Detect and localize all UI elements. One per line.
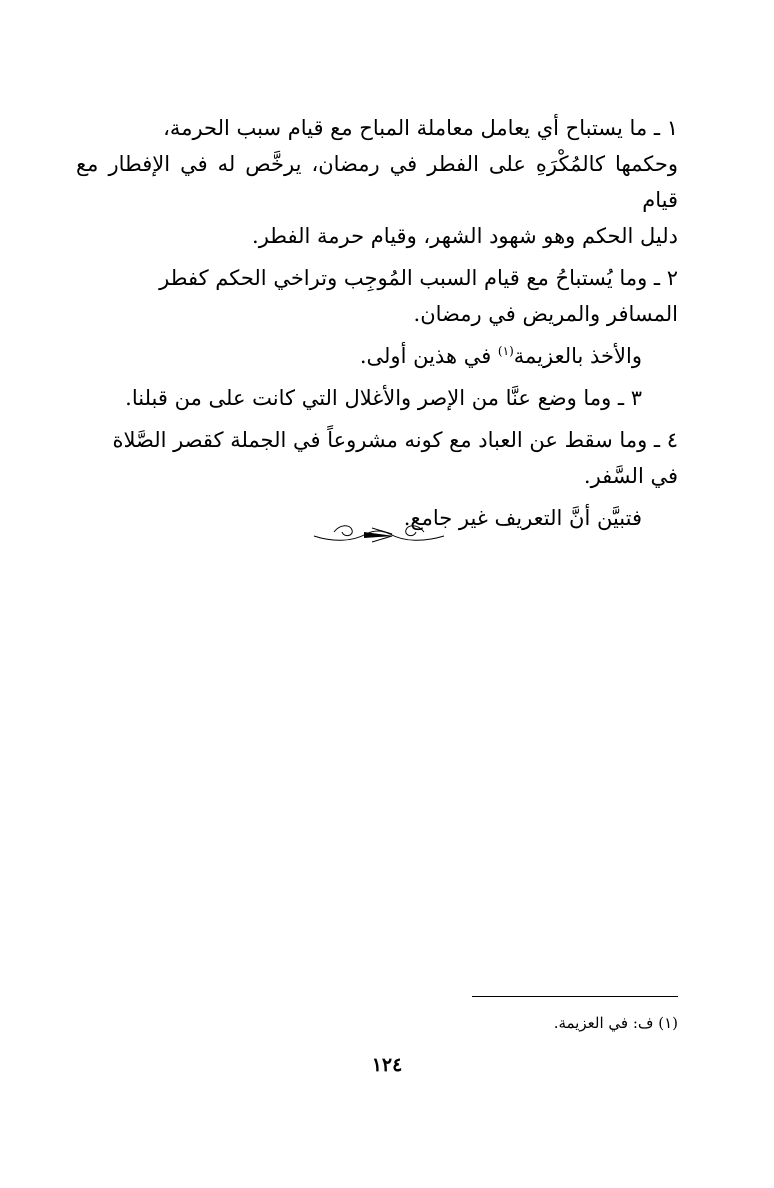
- footnote-separator: [472, 996, 678, 997]
- line: ٣ ـ وما وضع عنَّا من الإصر والأغلال التي كانت على من قبلنا.: [125, 386, 642, 410]
- line: المسافر والمريض في رمضان.: [413, 302, 678, 326]
- line-end: في هذين أولى.: [359, 344, 498, 368]
- line: وحكمها كالمُكْرَهِ على الفطر في رمضان، يرخَّص له في الإفطار مع قيام: [76, 152, 678, 212]
- footnote: [76, 1012, 678, 1034]
- line: ٢ ـ وما يُستباحُ مع قيام السبب المُوجِب وتراخي الحكم كفطر: [159, 266, 678, 290]
- line: ١ ـ ما يستباح أي يعامل معاملة المباح مع قيام سبب الحرمة،: [163, 116, 678, 140]
- line: في السَّفر.: [583, 464, 678, 488]
- paragraph-1: [76, 110, 678, 254]
- page-number: ١٢٤: [371, 1054, 403, 1076]
- line-start: والأخذ بالعزيمة: [513, 344, 642, 368]
- paragraph-2: [76, 260, 678, 332]
- footnote-reference[interactable]: (١): [497, 344, 514, 358]
- line: فتبيَّن أنَّ التعريف غير جامع.: [403, 506, 642, 530]
- body-text: [76, 110, 678, 542]
- footnote-marker: (١): [658, 1014, 678, 1032]
- footnote-text: ف: في العزيمة.: [553, 1014, 654, 1032]
- line: ٤ ـ وما سقط عن العباد مع كونه مشروعاً في الجملة كقصر الصَّلاة: [112, 428, 678, 452]
- paragraph-4: [76, 380, 678, 416]
- section-divider-ornament: [312, 520, 446, 548]
- paragraph-3: [76, 338, 678, 374]
- line: دليل الحكم وهو شهود الشهر، وقيام حرمة الفطر.: [252, 224, 678, 248]
- paragraph-5: [76, 422, 678, 494]
